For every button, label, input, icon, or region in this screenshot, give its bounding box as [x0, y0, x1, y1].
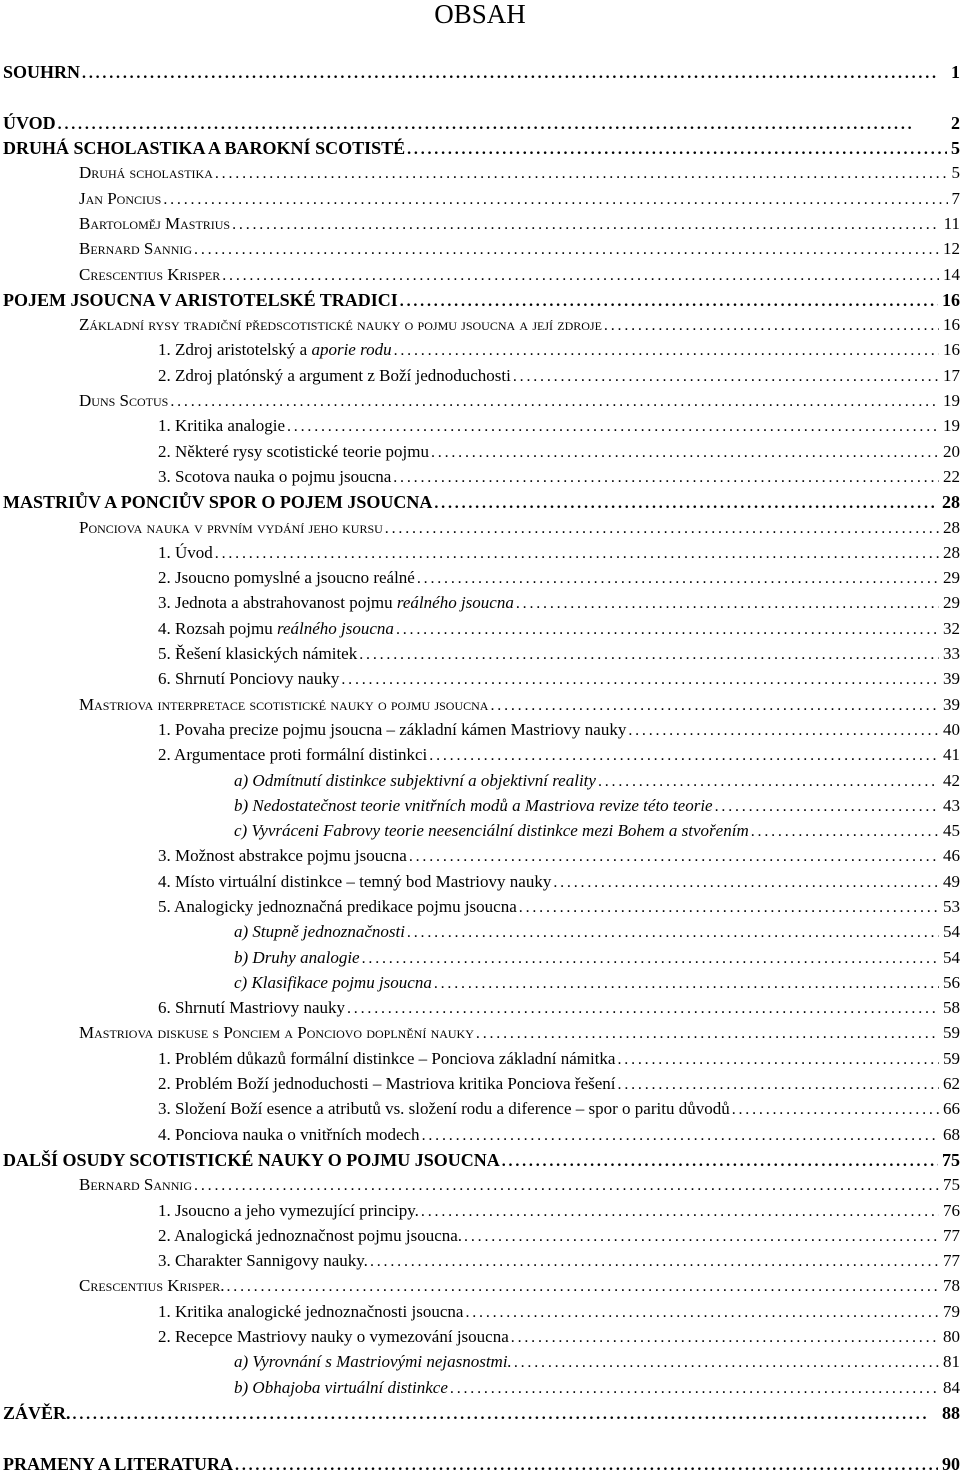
toc-entry-text: 3. Možnost abstrakce pojmu jsoucna [158, 846, 407, 865]
dot-leader [715, 798, 939, 816]
toc-entry-text: Základní rysy tradiční předscotistické nauky o pojmu jsoucna a její zdroje [79, 315, 602, 334]
toc-entry-title [158, 568, 415, 588]
page-number: 78 [943, 1276, 960, 1296]
toc-entry-title [158, 1125, 420, 1145]
dot-leader [215, 545, 939, 563]
dot-leader [341, 671, 939, 689]
page-number: 22 [943, 467, 960, 487]
toc-spacer [0, 1428, 960, 1454]
toc-entry-text: Druhá scholastika [79, 163, 213, 182]
toc-entry[interactable] [0, 619, 960, 644]
dot-leader [58, 116, 947, 134]
toc-entry[interactable] [0, 998, 960, 1023]
page-number: 43 [943, 796, 960, 816]
dot-leader [429, 747, 939, 765]
toc-entry-title [158, 1327, 509, 1347]
toc-entry-text: Bernard Sannig [79, 1175, 192, 1194]
dot-leader [516, 595, 939, 613]
toc-entry-title [158, 720, 626, 740]
toc-entry-text: a) Vyrovnání s Mastriovými nejasnostmi. [234, 1352, 512, 1371]
page-number: 16 [943, 340, 960, 360]
toc-entry[interactable] [0, 973, 960, 998]
toc-entry-text: Duns Scotus [79, 391, 168, 410]
toc-entry[interactable] [0, 543, 960, 568]
toc-entry-title [158, 442, 429, 462]
dot-leader [421, 1203, 939, 1221]
toc-entry[interactable] [0, 593, 960, 618]
toc-entry-text: 1. Úvod [158, 543, 213, 562]
toc-entry[interactable] [0, 265, 960, 290]
page-number: 54 [943, 948, 960, 968]
toc-entry-title [158, 1251, 368, 1271]
toc-entry-italic-text: aporie rodu [311, 340, 391, 359]
toc-entry[interactable] [0, 1403, 960, 1428]
toc-entry-title [158, 416, 285, 436]
page-number: 2 [951, 113, 960, 134]
toc-entry-text: 2. Zdroj platónský a argument z Boží jednoduchosti [158, 366, 511, 385]
page-number: 33 [943, 644, 960, 664]
toc-entry-text: 3. Složení Boží esence a atributů vs. složení rodu a diference – spor o paritu důvodů [158, 1099, 730, 1118]
toc-entry[interactable] [0, 1378, 960, 1403]
toc-entry[interactable] [0, 1125, 960, 1150]
dot-leader [407, 141, 947, 159]
page-number: 39 [943, 669, 960, 689]
page-number: 53 [943, 897, 960, 917]
page-number: 32 [943, 619, 960, 639]
dot-leader [628, 722, 939, 740]
page-number: 79 [943, 1302, 960, 1322]
page-number: 1 [951, 62, 960, 83]
toc-entry-text: c) Klasifikace pojmu jsoucna [234, 973, 432, 992]
page-number: 16 [943, 315, 960, 335]
page-number: 59 [943, 1049, 960, 1069]
dot-leader [347, 1000, 939, 1018]
toc-entry-italic-text: reálného jsoucna [277, 619, 394, 638]
dot-leader [511, 1329, 939, 1347]
dot-leader [502, 1153, 938, 1171]
toc-entry-text: Jan Poncius [79, 189, 161, 208]
toc-entry-text: 6. Shrnutí Ponciovy nauky [158, 669, 339, 688]
toc-entry-title [158, 1099, 730, 1119]
toc-entry[interactable] [0, 1327, 960, 1352]
toc-entry-title [234, 1352, 512, 1372]
toc-entry[interactable] [0, 467, 960, 492]
toc-spacer [0, 87, 960, 113]
toc-entry-text: 2. Problém Boží jednoduchosti – Mastriova kritika Ponciova řešení [158, 1074, 616, 1093]
page-number: 41 [943, 745, 960, 765]
dot-leader [490, 697, 939, 715]
toc-entry[interactable] [0, 189, 960, 214]
toc-entry-text: POJEM JSOUCNA V ARISTOTELSKÉ TRADICI [3, 290, 398, 310]
page-number: 58 [943, 998, 960, 1018]
toc-entry-title [79, 239, 192, 259]
toc-entry-title [234, 948, 360, 968]
toc-entry-text: Crescentius Krisper [79, 265, 220, 284]
dot-leader [82, 65, 947, 83]
toc-entry-title [158, 669, 339, 689]
toc-entry-title [158, 366, 511, 386]
toc-entry-title [158, 1302, 463, 1322]
toc-entry-title [234, 796, 713, 816]
dot-leader [465, 1304, 939, 1322]
toc-entry-title [234, 1378, 448, 1398]
page-number: 19 [943, 416, 960, 436]
toc-entry-text: 1. Problém důkazů formální distinkce – Ponciova základní námitka [158, 1049, 615, 1068]
dot-leader [732, 1101, 939, 1119]
dot-leader [170, 393, 939, 411]
toc-entry-text: 1. Kritika analogické jednoznačnosti jsoucna [158, 1302, 463, 1321]
dot-leader [215, 165, 948, 183]
toc-entry-title [79, 391, 168, 411]
toc-entry-title [3, 1454, 233, 1475]
toc-entry-text: Crescentius Krisper. [79, 1276, 224, 1295]
toc-entry-text: 3. Jednota a abstrahovanost pojmu [158, 593, 397, 612]
toc-entry[interactable] [0, 897, 960, 922]
toc-entry-text: 1. Povaha precize pojmu jsoucna – základní kámen Mastriovy nauky [158, 720, 626, 739]
page-number: 76 [943, 1201, 960, 1221]
toc-entry-title [3, 113, 56, 134]
toc-entry[interactable] [0, 796, 960, 821]
page-number: 5 [952, 163, 960, 183]
toc-entry-title [234, 973, 432, 993]
toc-entry[interactable] [0, 518, 960, 543]
toc-list [0, 62, 960, 1479]
toc-entry[interactable] [0, 1276, 960, 1301]
dot-leader [422, 1127, 939, 1145]
page-number: 39 [943, 695, 960, 715]
toc-entry[interactable] [0, 872, 960, 897]
toc-entry[interactable] [0, 214, 960, 239]
page-number: 20 [943, 442, 960, 462]
toc-entry-title [158, 644, 357, 664]
toc-entry-title [3, 492, 432, 513]
toc-entry[interactable] [0, 416, 960, 441]
toc-entry-title [158, 745, 427, 765]
toc-entry-text: PRAMENY A LITERATURA [3, 1454, 233, 1474]
page-number: 68 [943, 1125, 960, 1145]
toc-entry-title [79, 265, 220, 285]
toc-entry-title [234, 771, 596, 791]
toc-entry-title [79, 1276, 224, 1296]
toc-entry[interactable] [0, 948, 960, 973]
toc-entry-text: 3. Charakter Sannigovy nauky. [158, 1251, 368, 1270]
toc-entry-title [79, 695, 488, 715]
toc-entry-title [3, 62, 80, 83]
toc-entry-title [79, 189, 161, 209]
toc-entry-text: 1. Jsoucno a jeho vymezující principy. [158, 1201, 419, 1220]
dot-leader [287, 418, 939, 436]
page-number: 56 [943, 973, 960, 993]
page-number: 28 [943, 543, 960, 563]
toc-entry[interactable] [0, 1251, 960, 1276]
toc-entry-title [79, 1175, 192, 1195]
page-number: 16 [942, 290, 960, 311]
dot-leader [617, 1051, 939, 1069]
dot-leader [73, 1406, 938, 1424]
dot-leader [598, 773, 939, 791]
toc-entry[interactable] [0, 1454, 960, 1479]
toc-entry[interactable] [0, 1201, 960, 1226]
page-number: 19 [943, 391, 960, 411]
page-number: 54 [943, 922, 960, 942]
dot-leader [513, 368, 939, 386]
page-number: 84 [943, 1378, 960, 1398]
toc-entry-italic-text: reálného jsoucna [397, 593, 514, 612]
page-number: 75 [943, 1175, 960, 1195]
toc-entry[interactable] [0, 62, 960, 87]
toc-entry-text: 2. Argumentace proti formální distinkci [158, 745, 427, 764]
toc-entry-title [79, 163, 213, 183]
toc-entry[interactable] [0, 922, 960, 947]
toc-entry-text: 6. Shrnutí Mastriovy nauky [158, 998, 345, 1017]
page-number: 75 [942, 1150, 960, 1171]
dot-leader [434, 495, 938, 513]
page-number: 46 [943, 846, 960, 866]
page-number: 11 [944, 214, 960, 234]
page-number: 29 [943, 568, 960, 588]
dot-leader [194, 1177, 939, 1195]
toc-entry-text: ZÁVĚR. [3, 1403, 71, 1423]
dot-leader [751, 823, 939, 841]
toc-entry-title [79, 315, 602, 335]
dot-leader [370, 1253, 939, 1271]
toc-entry-title [158, 1074, 616, 1094]
toc-entry-text: 4. Ponciova nauka o vnitřních modech [158, 1125, 420, 1144]
page-number: 49 [943, 872, 960, 892]
toc-entry-title [234, 821, 749, 841]
toc-entry-title [79, 1023, 474, 1043]
toc-entry-title [158, 846, 407, 866]
toc-entry-text: 2. Některé rysy scotistické teorie pojmu [158, 442, 429, 461]
toc-entry[interactable] [0, 340, 960, 365]
dot-leader [417, 570, 939, 588]
toc-entry-text: 5. Řešení klasických námitek [158, 644, 357, 663]
toc-entry-text: 2. Jsoucno pomyslné a jsoucno reálné [158, 568, 415, 587]
toc-entry-text: Mastriova interpretace scotistické nauky o pojmu jsoucna [79, 695, 488, 714]
toc-entry[interactable] [0, 1074, 960, 1099]
page-number: 12 [943, 239, 960, 259]
dot-leader [226, 1278, 939, 1296]
dot-leader [400, 293, 938, 311]
page-number: 7 [952, 189, 960, 209]
page-number: 88 [942, 1403, 960, 1424]
toc-entry[interactable] [0, 821, 960, 846]
page-number: 59 [943, 1023, 960, 1043]
dot-leader [362, 950, 939, 968]
toc-title: OBSAH [0, 0, 960, 28]
toc-entry-text: 4. Místo virtuální distinkce – temný bod Mastriovy nauky [158, 872, 551, 891]
toc-entry[interactable] [0, 644, 960, 669]
toc-entry-title [158, 467, 391, 487]
toc-entry[interactable] [0, 1023, 960, 1048]
toc-entry-text: MASTRIŮV A PONCIŮV SPOR O POJEM JSOUCNA [3, 492, 432, 512]
dot-leader [396, 621, 939, 639]
page-number: 81 [943, 1352, 960, 1372]
toc-entry[interactable] [0, 1352, 960, 1377]
toc-entry[interactable] [0, 315, 960, 340]
toc-entry-title [3, 1150, 500, 1171]
dot-leader [222, 267, 939, 285]
toc-entry[interactable] [0, 1226, 960, 1251]
toc-entry-text: Mastriova diskuse s Ponciem a Ponciovo doplnění nauky [79, 1023, 474, 1042]
toc-entry-text: a) Odmítnutí distinkce subjektivní a objektivní reality [234, 771, 596, 790]
toc-entry-text: 1. Zdroj aristotelský a [158, 340, 311, 359]
dot-leader [163, 191, 947, 209]
toc-entry[interactable] [0, 290, 960, 315]
page-number: 29 [943, 593, 960, 613]
toc-entry-text: b) Druhy analogie [234, 948, 360, 967]
dot-leader [407, 924, 939, 942]
toc-entry[interactable] [0, 492, 960, 517]
toc-entry-text: Bartoloměj Mastrius [79, 214, 230, 233]
toc-entry[interactable] [0, 1049, 960, 1074]
toc-entry[interactable] [0, 391, 960, 416]
dot-leader [450, 1380, 939, 1398]
toc-entry[interactable] [0, 1175, 960, 1200]
dot-leader [385, 520, 939, 538]
toc-entry-text: 3. Scotova nauka o pojmu jsoucna [158, 467, 391, 486]
dot-leader [431, 444, 939, 462]
dot-leader [194, 241, 939, 259]
page-number: 28 [942, 492, 960, 513]
toc-entry-text: Bernard Sannig [79, 239, 192, 258]
dot-leader [476, 1025, 939, 1043]
page-number: 45 [943, 821, 960, 841]
toc-entry-text: c) Vyvráceni Fabrovy teorie neesenciální distinkce mezi Bohem a stvořením [234, 821, 749, 840]
toc-entry-text: ÚVOD [3, 113, 56, 133]
dot-leader [393, 469, 939, 487]
toc-entry-title [79, 518, 383, 538]
toc-entry-title [158, 872, 551, 892]
toc-entry-title [158, 1201, 419, 1221]
page-number: 62 [943, 1074, 960, 1094]
toc-entry-title [158, 543, 213, 563]
toc-entry-title [79, 214, 230, 234]
toc-entry[interactable] [0, 366, 960, 391]
toc-entry-title [3, 290, 398, 311]
toc-entry[interactable] [0, 113, 960, 138]
dot-leader [464, 1228, 939, 1246]
dot-leader [618, 1076, 939, 1094]
dot-leader [604, 317, 939, 335]
toc-entry-title [158, 1049, 615, 1069]
toc-entry-title [158, 998, 345, 1018]
toc-entry-text: SOUHRN [3, 62, 80, 82]
toc-entry-title [158, 897, 517, 917]
toc-entry[interactable] [0, 669, 960, 694]
page-number: 42 [943, 771, 960, 791]
toc-entry-title [158, 1226, 462, 1246]
dot-leader [394, 342, 939, 360]
toc-entry-title [234, 922, 405, 942]
page-number: 17 [943, 366, 960, 386]
toc-entry-title [158, 340, 392, 360]
page-number: 66 [943, 1099, 960, 1119]
toc-entry-title [158, 593, 514, 613]
toc-entry[interactable] [0, 1150, 960, 1175]
toc-entry-text: 2. Analogická jednoznačnost pojmu jsoucna. [158, 1226, 462, 1245]
toc-entry[interactable] [0, 568, 960, 593]
toc-entry[interactable] [0, 846, 960, 871]
toc-entry[interactable] [0, 771, 960, 796]
page-number: 40 [943, 720, 960, 740]
toc-entry[interactable] [0, 745, 960, 770]
dot-leader [235, 1457, 938, 1475]
dot-leader [409, 848, 939, 866]
toc-entry[interactable] [0, 442, 960, 467]
page-number: 28 [943, 518, 960, 538]
toc-entry-text: DALŠÍ OSUDY SCOTISTICKÉ NAUKY O POJMU JSOUCNA [3, 1150, 500, 1170]
toc-entry-text: 4. Rozsah pojmu [158, 619, 277, 638]
toc-entry[interactable] [0, 1099, 960, 1124]
page-number: 90 [942, 1454, 960, 1475]
toc-entry-text: 1. Kritika analogie [158, 416, 285, 435]
dot-leader [232, 216, 940, 234]
toc-entry-text: 2. Recepce Mastriovy nauky o vymezování jsoucna [158, 1327, 509, 1346]
dot-leader [434, 975, 939, 993]
page-number: 14 [943, 265, 960, 285]
dot-leader [519, 899, 939, 917]
toc-entry[interactable] [0, 163, 960, 188]
page-number: 80 [943, 1327, 960, 1347]
page-number: 77 [943, 1226, 960, 1246]
dot-leader [514, 1354, 939, 1372]
toc-entry[interactable] [0, 720, 960, 745]
toc-entry-title [3, 138, 405, 159]
toc-entry-text: b) Obhajoba virtuální distinkce [234, 1378, 448, 1397]
toc-entry[interactable] [0, 1302, 960, 1327]
dot-leader [553, 874, 939, 892]
toc-entry-text: DRUHÁ SCHOLASTIKA A BAROKNÍ SCOTISTÉ [3, 138, 405, 158]
toc-entry-text: 5. Analogicky jednoznačná predikace pojmu jsoucna [158, 897, 517, 916]
page-number: 5 [951, 138, 960, 159]
toc-entry-text: Ponciova nauka v prvním vydání jeho kursu [79, 518, 383, 537]
dot-leader [359, 646, 939, 664]
page-number: 77 [943, 1251, 960, 1271]
toc-entry[interactable] [0, 695, 960, 720]
toc-entry[interactable] [0, 239, 960, 264]
toc-entry-text: b) Nedostatečnost teorie vnitřních modů a Mastriova revize této teorie [234, 796, 713, 815]
toc-entry[interactable] [0, 138, 960, 163]
toc-entry-title [158, 619, 394, 639]
toc-entry-title [3, 1403, 71, 1424]
toc-entry-text: a) Stupně jednoznačnosti [234, 922, 405, 941]
